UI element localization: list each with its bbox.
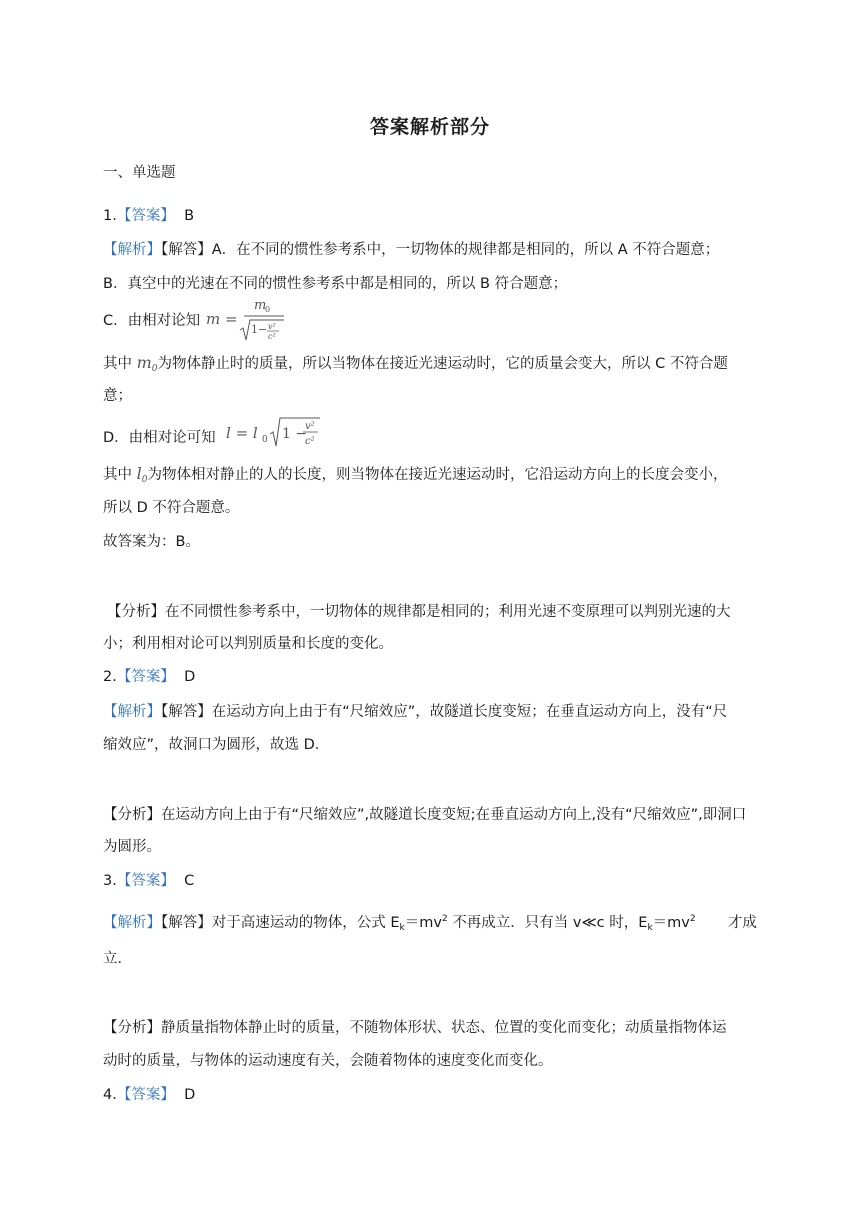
q1-answer: B xyxy=(184,208,195,224)
length-formula xyxy=(226,414,322,452)
svg-text:v²: v² xyxy=(305,421,315,432)
svg-text:m =: m = xyxy=(206,310,238,328)
q1-text-7b: 为物体相对静止的人的长度，则当物体在接近光速运动时，它沿运动方向上的长度会变小， xyxy=(147,467,728,483)
q1-text-6: D．由相对论可知 xyxy=(103,430,216,446)
q3-fx-text-1: 静质量指物体静止时的质量，不随物体形状、状态、位置的变化而变化；动质量指物体运 xyxy=(161,1020,727,1036)
q2-fx-text-2: 为圆形。 xyxy=(103,839,161,855)
m0-letter: m xyxy=(136,353,152,372)
q1-text-4b: 为物体静止时的质量，所以当物体在接近光速运动时，它的质量会变大，所以 C 不符合题 xyxy=(157,356,728,372)
l0-symbol xyxy=(137,464,148,483)
q3-answer: C xyxy=(184,873,195,889)
q1-text-3: C．由相对论知 xyxy=(103,313,201,329)
q3-analysis-line1 xyxy=(103,908,757,936)
q1-text-4a: 其中 xyxy=(103,356,132,372)
mass-formula xyxy=(206,296,286,342)
q3-text-1c: 不再成立．只有当 v≪c 时，E xyxy=(452,914,648,931)
q2-text-1: 【解答】在运动方向上由于有“尺缩效应”，故隧道长度变短；在垂直运动方向上，没有“尺 xyxy=(161,704,728,720)
q2-text-2: 缩效应”，故洞口为圆形，故选 D. xyxy=(103,737,320,753)
q1-answer-tag: 【答案】 xyxy=(116,208,175,224)
q3-analysis-tag: 【解析】 xyxy=(103,914,161,931)
svg-text:0: 0 xyxy=(265,305,271,314)
q3-answer-line xyxy=(103,870,194,892)
square-superscript-1: 2 xyxy=(441,914,448,924)
m0-symbol xyxy=(137,353,158,372)
q2-fx-tag: 【分析】 xyxy=(103,807,161,823)
ek-subscript-1: k xyxy=(399,922,405,933)
q1-text-5: 意； xyxy=(103,388,132,404)
q1-text-4 xyxy=(103,352,728,377)
svg-text:l = l: l = l xyxy=(226,424,258,442)
q1-number: 1. xyxy=(103,208,117,224)
q1-analysis-line1 xyxy=(103,239,719,261)
l0-subscript: 0 xyxy=(141,475,148,485)
q2-number: 2. xyxy=(103,669,117,685)
svg-text:1 −: 1 − xyxy=(282,426,308,442)
q2-fx-text-1: 在运动方向上由于有“尺缩效应”,故隧道长度变短;在垂直运动方向上,没有“尺缩效应”,即洞口 xyxy=(161,807,747,823)
square-superscript-2: 2 xyxy=(689,914,696,924)
q3-analysis-note-1 xyxy=(103,1017,727,1039)
q1-answer-line xyxy=(103,205,194,227)
q2-analysis-line1 xyxy=(103,701,727,723)
l0-letter: l xyxy=(136,464,142,483)
q2-answer-line xyxy=(103,666,195,688)
q1-text-7a: 其中 xyxy=(103,467,132,483)
q3-text-1d: ＝mv xyxy=(652,914,690,931)
section-heading: 一、单选题 xyxy=(103,165,176,181)
q3-text-1: 【解答】对于高速运动的物体，公式 E xyxy=(161,914,400,931)
svg-text:v²: v² xyxy=(268,322,276,331)
q3-text-1e: 才成 xyxy=(727,914,757,931)
svg-text:m: m xyxy=(254,298,267,313)
q3-text-2: 立． xyxy=(103,951,132,967)
q1-text-1: 【解答】A．在不同的惯性参考系中，一切物体的规律都是相同的，所以 A 不符合题意； xyxy=(161,242,720,258)
q4-number: 4. xyxy=(103,1087,117,1103)
q3-answer-tag: 【答案】 xyxy=(116,873,175,889)
ek-subscript-2: k xyxy=(647,922,653,933)
svg-text:c²: c² xyxy=(268,332,276,341)
q3-fx-text-2: 动时的质量，与物体的运动速度有关，会随着物体的速度变化而变化。 xyxy=(103,1053,553,1069)
m0-subscript: 0 xyxy=(151,364,158,374)
q4-answer-line xyxy=(103,1084,195,1106)
q3-number: 3. xyxy=(103,873,117,889)
q4-answer-tag: 【答案】 xyxy=(116,1087,175,1103)
q1-fx-tag: 【分析】 xyxy=(107,604,165,620)
q3-fx-tag: 【分析】 xyxy=(103,1020,161,1036)
svg-text:1−: 1− xyxy=(251,323,268,336)
q1-text-8: 所以 D 不符合题意。 xyxy=(103,500,240,516)
q2-answer: D xyxy=(184,669,196,685)
q1-fx-text-1: 在不同惯性参考系中，一切物体的规律都是相同的；利用光速不变原理可以判别光速的大 xyxy=(165,604,731,620)
q4-answer: D xyxy=(184,1087,196,1103)
q2-answer-tag: 【答案】 xyxy=(116,669,175,685)
svg-text:0: 0 xyxy=(262,435,268,445)
q3-text-1b: ＝mv xyxy=(404,914,442,931)
svg-text:c²: c² xyxy=(305,436,315,447)
q2-analysis-tag: 【解析】 xyxy=(103,704,161,720)
q1-text-7 xyxy=(103,463,727,488)
q1-text-9: 故答案为：B。 xyxy=(103,534,200,550)
q1-text-2: B．真空中的光速在不同的惯性参考系中都是相同的，所以 B 符合题意； xyxy=(103,276,568,292)
q2-analysis-note-1 xyxy=(103,804,746,826)
q1-analysis-tag: 【解析】 xyxy=(103,242,161,258)
q1-analysis-note-1 xyxy=(107,601,731,623)
page-title: 答案解析部分 xyxy=(369,116,490,138)
q1-fx-text-2: 小；利用相对论可以判别质量和长度的变化。 xyxy=(103,636,393,652)
